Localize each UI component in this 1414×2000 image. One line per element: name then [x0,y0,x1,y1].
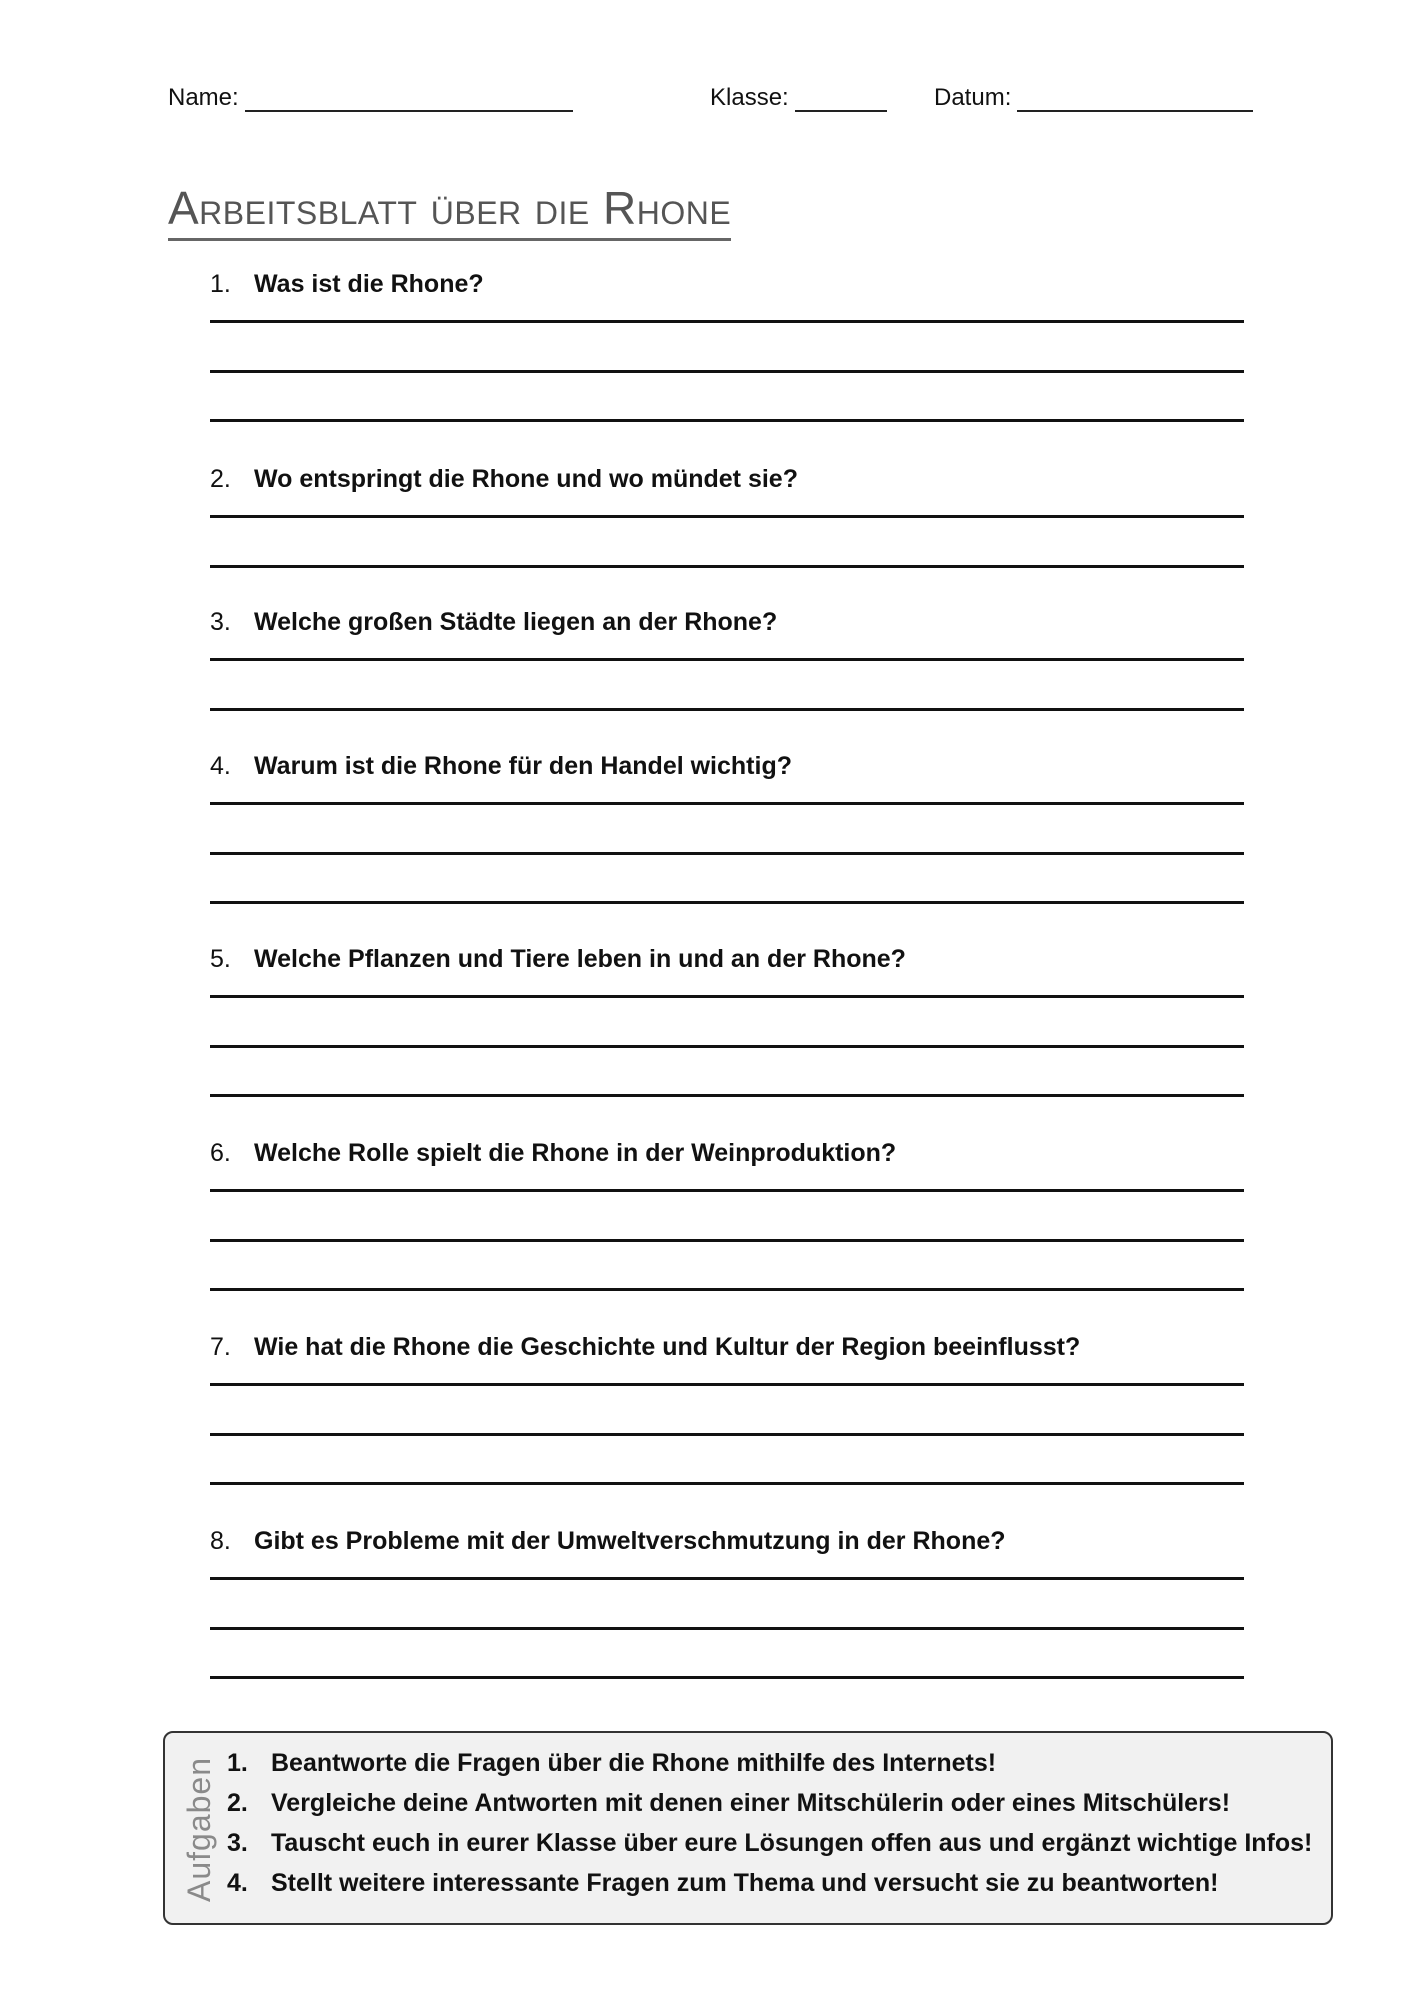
task-text: Tauscht euch in eurer Klasse über eure Lösungen offen aus und ergänzt wichtige Infos! [271,1829,1313,1857]
class-field[interactable] [710,84,887,112]
question-text: Warum ist die Rhone für den Handel wichtig? [254,752,792,780]
question-text: Welche großen Städte liegen an der Rhone? [254,608,778,636]
task-item-3 [227,1829,1312,1858]
name-field[interactable] [168,84,573,112]
answer-line[interactable] [210,658,1244,661]
question-number: 3. [210,608,231,636]
answer-line[interactable] [210,1383,1244,1386]
question-number: 2. [210,465,231,493]
class-blank[interactable] [795,84,887,112]
answer-line[interactable] [210,1239,1244,1242]
question-number: 4. [210,752,231,780]
question-text: Was ist die Rhone? [254,270,484,298]
task-number: 3. [227,1829,248,1857]
answer-line[interactable] [210,901,1244,904]
answer-line[interactable] [210,565,1244,568]
answer-line[interactable] [210,1045,1244,1048]
answer-line[interactable] [210,1094,1244,1097]
question-number: 7. [210,1333,231,1361]
question-3 [210,608,777,637]
question-number: 5. [210,945,231,973]
task-number: 2. [227,1789,248,1817]
task-number: 4. [227,1869,248,1897]
date-field[interactable] [934,84,1253,112]
question-text: Wie hat die Rhone die Geschichte und Kultur der Region beeinflusst? [254,1333,1081,1361]
date-label: Datum: [934,84,1012,111]
tasks-label: Aufgaben [180,1756,217,1902]
question-number: 8. [210,1527,231,1555]
class-label: Klasse: [710,84,789,111]
task-item-4 [227,1869,1218,1898]
date-blank[interactable] [1017,84,1253,112]
answer-line[interactable] [210,515,1244,518]
question-number: 1. [210,270,231,298]
name-label: Name: [168,84,239,111]
answer-line[interactable] [210,1482,1244,1485]
task-text: Beantworte die Fragen über die Rhone mithilfe des Internets! [271,1749,997,1777]
answer-line[interactable] [210,802,1244,805]
task-item-1 [227,1749,996,1778]
answer-line[interactable] [210,370,1244,373]
answer-line[interactable] [210,1189,1244,1192]
answer-line[interactable] [210,995,1244,998]
question-text: Welche Rolle spielt die Rhone in der Weinproduktion? [254,1139,897,1167]
question-text: Wo entspringt die Rhone und wo mündet sie? [254,465,798,493]
name-blank[interactable] [245,84,573,112]
question-8 [210,1527,1006,1556]
answer-line[interactable] [210,1433,1244,1436]
question-text: Gibt es Probleme mit der Umweltverschmutzung in der Rhone? [254,1527,1006,1555]
question-5 [210,945,906,974]
question-1 [210,270,484,299]
task-text: Stellt weitere interessante Fragen zum Thema und versucht sie zu beantworten! [271,1869,1219,1897]
answer-line[interactable] [210,1577,1244,1580]
answer-line[interactable] [210,708,1244,711]
task-text: Vergleiche deine Antworten mit denen einer Mitschülerin oder eines Mitschülers! [271,1789,1231,1817]
question-7 [210,1333,1080,1362]
question-number: 6. [210,1139,231,1167]
question-2 [210,465,798,494]
worksheet-title: Arbeitsblatt über die Rhone [168,180,731,241]
question-text: Welche Pflanzen und Tiere leben in und an der Rhone? [254,945,906,973]
question-4 [210,752,792,781]
task-item-2 [227,1789,1230,1818]
question-6 [210,1139,896,1168]
answer-line[interactable] [210,320,1244,323]
worksheet-header [168,84,1258,116]
answer-line[interactable] [210,1676,1244,1679]
answer-line[interactable] [210,419,1244,422]
tasks-box [163,1731,1333,1925]
answer-line[interactable] [210,1627,1244,1630]
task-number: 1. [227,1749,248,1777]
answer-line[interactable] [210,1288,1244,1291]
answer-line[interactable] [210,852,1244,855]
